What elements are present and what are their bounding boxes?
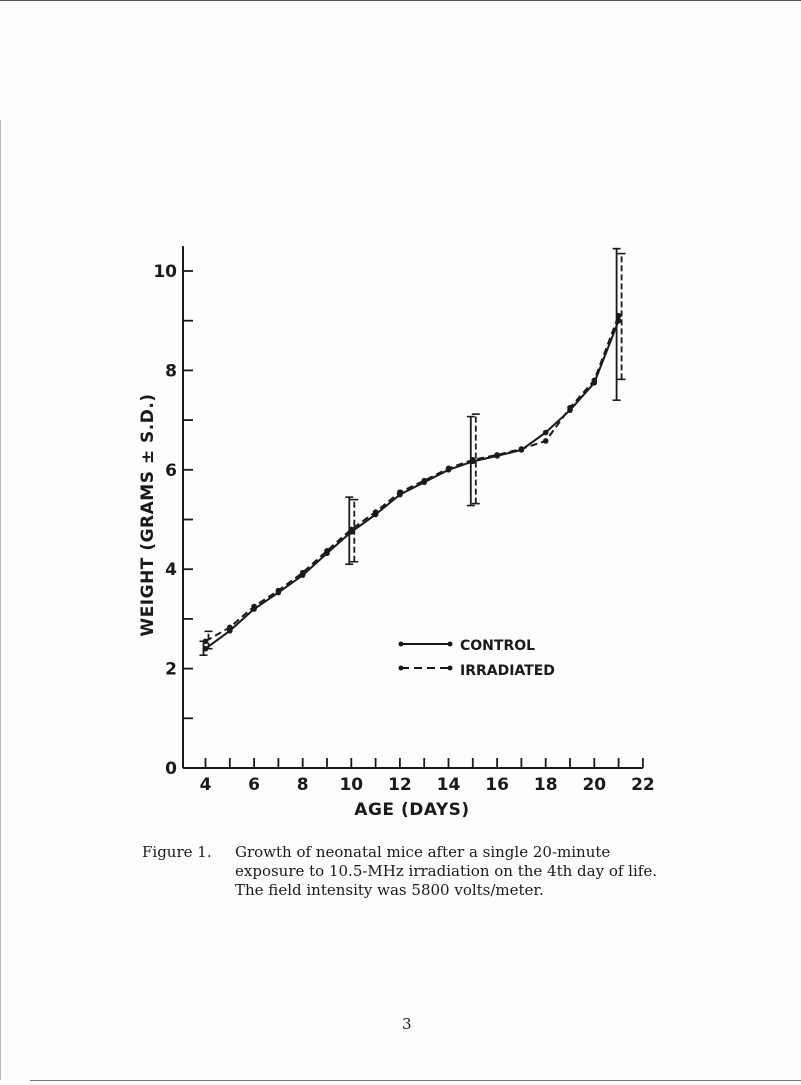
data-point-control [203,646,209,652]
legend-label-irradiated: IRRADIATED [460,663,555,679]
tick-labels [153,262,654,795]
x-tick-label: 12 [388,775,412,795]
y-axis-title: WEIGHT (GRAMS ± S.D.) [138,393,158,637]
data-point-irradiated [397,489,403,495]
y-tick-label: 0 [165,759,177,779]
data-point-irradiated [494,452,500,458]
page-number: 3 [402,1015,412,1033]
x-axis-title: AGE (DAYS) [354,800,470,820]
data-point-irradiated [349,527,355,533]
data-point-irradiated [616,313,622,319]
y-tick-label: 2 [165,659,177,680]
data-point-irradiated [203,638,209,644]
data-point-irradiated [543,438,549,444]
x-tick-label: 16 [485,775,509,795]
y-tick-label: 8 [165,361,177,382]
error-bars [200,249,626,656]
x-tick-label: 6 [248,775,261,795]
data-point-irradiated [592,378,598,384]
data-point-control [543,430,549,436]
x-tick-label: 18 [533,775,558,795]
data-point-irradiated [373,509,379,515]
x-tick-label: 8 [296,775,309,795]
x-tick-label: 4 [199,775,212,795]
x-tick-label: 14 [436,775,461,795]
x-tick-label: 22 [631,775,655,795]
data-point-irradiated [251,604,257,610]
data-point-irradiated [421,478,427,484]
caption-text: Growth of neonatal mice after a single 20-minute exposure to 10.5-MHz irradiation on the 4th day of life. The field intensity was 5800 volts/meter. [235,843,657,899]
data-point-irradiated [470,457,476,463]
data-point-irradiated [567,405,573,411]
chart-axes [183,246,643,768]
page-bottom-rule [30,1080,801,1081]
data-point-irradiated [227,625,233,631]
caption-label: Figure 1. [142,843,212,861]
x-tick-label: 20 [582,775,607,795]
data-point-irradiated [276,588,282,594]
series-lines [206,316,619,649]
legend-label-control: CONTROL [460,638,536,654]
series-line-control [206,321,619,649]
legend-swatch-dot [448,642,453,647]
y-tick-label: 4 [165,560,177,581]
x-tick-label: 10 [339,775,364,795]
legend-swatch-dot [448,666,453,671]
legend-swatch-dot [399,642,404,647]
data-point-irradiated [446,466,452,472]
chart-legend [399,638,555,679]
data-point-control [616,318,622,324]
y-tick-label: 6 [165,460,177,481]
y-tick-label: 10 [153,262,177,282]
legend-swatch-dot [399,666,404,671]
series-line-irradiated [206,316,619,642]
data-point-irradiated [300,570,306,576]
data-point-irradiated [324,548,330,554]
data-point-irradiated [519,446,525,452]
